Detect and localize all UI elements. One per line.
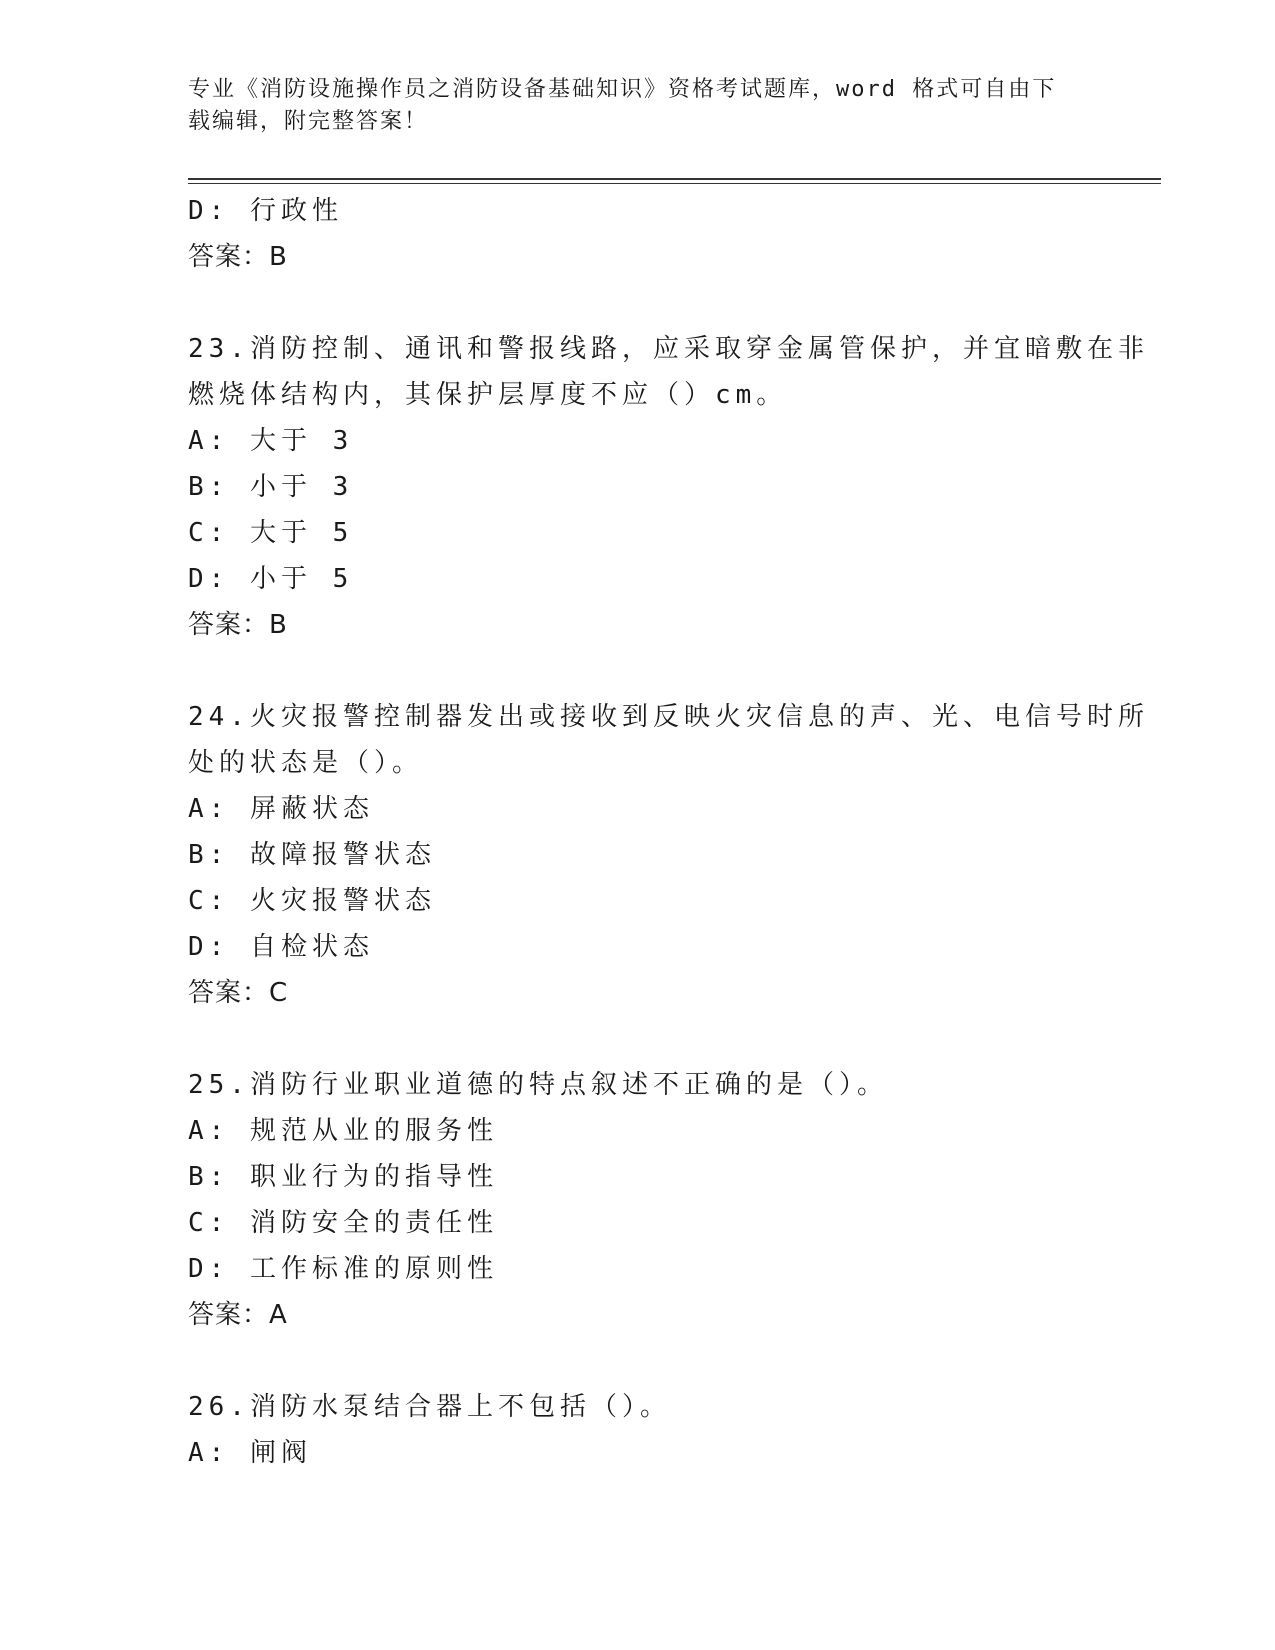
option-a: A: 大于 3 bbox=[188, 426, 354, 456]
option-b: B: 职业行为的指导性 bbox=[188, 1162, 498, 1192]
option-c: C: 消防安全的责任性 bbox=[188, 1208, 498, 1238]
question-22-tail bbox=[188, 188, 1088, 280]
question-list bbox=[188, 188, 1149, 1476]
answer: 答案：A bbox=[188, 1300, 288, 1330]
header-line-1: 专业《消防设施操作员之消防设备基础知识》资格考试题库，word 格式可自由下 bbox=[188, 77, 1057, 102]
question-26 bbox=[188, 1384, 1088, 1476]
question-stem-line: 26.消防水泵结合器上不包括（）。 bbox=[188, 1392, 671, 1422]
question-stem-line: 燃烧体结构内，其保护层厚度不应（）cm。 bbox=[188, 380, 788, 410]
spacer bbox=[188, 1338, 1088, 1384]
spacer bbox=[188, 1016, 1088, 1062]
option-a: A: 规范从业的服务性 bbox=[188, 1116, 498, 1146]
question-stem-line: 23.消防控制、通讯和警报线路，应采取穿金属管保护，并宜暗敷在非 bbox=[188, 334, 1149, 364]
spacer bbox=[188, 648, 1088, 694]
option-d: D: 工作标准的原则性 bbox=[188, 1254, 498, 1284]
option-d: D: 小于 5 bbox=[188, 564, 354, 594]
document-header bbox=[188, 74, 1088, 138]
question-stem-line: 25.消防行业职业道德的特点叙述不正确的是（）。 bbox=[188, 1070, 888, 1100]
answer: 答案：C bbox=[188, 978, 289, 1008]
option-c: C: 火灾报警状态 bbox=[188, 886, 436, 916]
question-25 bbox=[188, 1062, 1088, 1338]
header-line-2: 载编辑，附完整答案！ bbox=[188, 109, 429, 134]
question-stem-line: 24.火灾报警控制器发出或接收到反映火灾信息的声、光、电信号时所 bbox=[188, 702, 1149, 732]
option-d: D: 行政性 bbox=[188, 196, 343, 226]
option-a: A: 屏蔽状态 bbox=[188, 794, 374, 824]
question-23 bbox=[188, 326, 1149, 648]
question-24 bbox=[188, 694, 1149, 1016]
answer: 答案：B bbox=[188, 610, 288, 640]
option-c: C: 大于 5 bbox=[188, 518, 354, 548]
spacer bbox=[188, 280, 1088, 326]
option-b: B: 故障报警状态 bbox=[188, 840, 436, 870]
header-divider-thick bbox=[188, 178, 1161, 180]
question-stem-line: 处的状态是（）。 bbox=[188, 748, 424, 778]
option-d: D: 自检状态 bbox=[188, 932, 374, 962]
answer: 答案：B bbox=[188, 242, 288, 272]
option-a: A: 闸阀 bbox=[188, 1438, 312, 1468]
option-b: B: 小于 3 bbox=[188, 472, 354, 502]
header-divider-thin bbox=[188, 183, 1161, 184]
